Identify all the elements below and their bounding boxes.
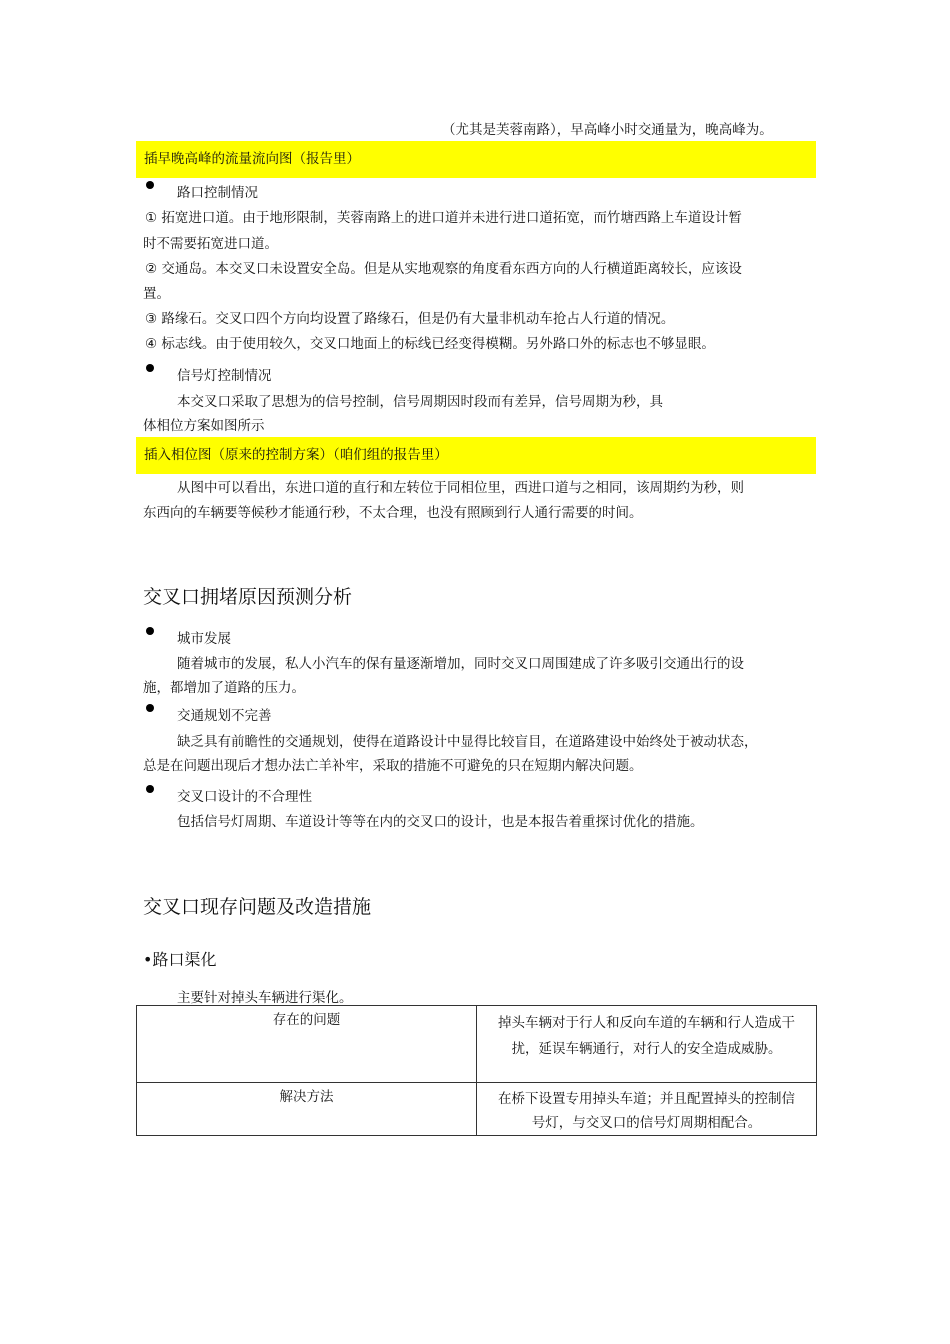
signal-paragraph-line-2: 体相位方案如图所示 [143, 418, 265, 434]
control-item-1-line-2: 时不需要拓宽进口道。 [143, 236, 278, 252]
bullet-icon [146, 364, 154, 372]
phase-paragraph-line-1: 从图中可以看出，东进口道的直行和左转位于同相位里，西进口道与之相同，该周期约为秒，则 [177, 480, 744, 496]
highlight-phase-text: 插入相位图（原来的控制方案）（咱们组的报告里） [144, 447, 448, 463]
table-cell-label [137, 1083, 477, 1136]
heading-congestion-analysis: 交叉口拥堵原因预测分析 [143, 586, 353, 608]
control-item-3: ③ 路缘石。交叉口四个方向均设置了路缘石，但是仍有大量非机动车抢占人行道的情况。 [145, 311, 675, 327]
planning-line-1: 缺乏具有前瞻性的交通规划，使得在道路设计中显得比较盲目，在道路建设中始终处于被动状态， [177, 734, 758, 750]
signal-paragraph-line-1: 本交叉口采取了思想为的信号控制，信号周期因时段而有差异，信号周期为秒，具 [177, 394, 663, 410]
control-item-1-line-1: ① 拓宽进口道。由于地形限制，芙蓉南路上的进口道并未进行进口道拓宽，而竹塘西路上车道设计暂 [145, 210, 742, 226]
city-line-1: 随着城市的发展，私人小汽车的保有量逐渐增加，同时交叉口周围建成了许多吸引交通出行的设 [177, 656, 744, 672]
problem-text-line-2: 扰，延误车辆通行，对行人的安全造成威胁。 [511, 1041, 782, 1057]
highlight-flow-text: 插早晚高峰的流量流向图（报告里） [144, 151, 360, 167]
intro-line: （尤其是芙蓉南路），早高峰小时交通量为，晚高峰为。 [442, 122, 773, 138]
control-item-2-line-1: ② 交通岛。本交叉口未设置安全岛。但是从实地观察的角度看东西方向的人行横道距离较长，应该设 [145, 261, 742, 277]
highlight-phase-diagram [136, 437, 816, 474]
control-heading: 路口控制情况 [177, 185, 258, 201]
highlight-flow-chart [136, 141, 816, 178]
city-line-2: 施，都增加了道路的压力。 [143, 680, 305, 696]
problem-text-line-1: 掉头车辆对于行人和反向车道的车辆和行人造成干 [498, 1015, 795, 1031]
bullet-icon [146, 785, 154, 793]
bullet-icon [146, 704, 154, 712]
table-cell-label [137, 1006, 477, 1083]
solution-text-line-1: 在桥下设置专用掉头车道；并且配置掉头的控制信 [498, 1091, 795, 1107]
phase-paragraph-line-2: 东西向的车辆要等候秒才能通行秒，不太合理，也没有照顾到行人通行需要的时间。 [143, 505, 643, 521]
measures-table [136, 1005, 817, 1136]
city-heading: 城市发展 [177, 631, 231, 647]
heading-problems-measures: 交叉口现存问题及改造措施 [143, 896, 372, 918]
solution-label: 解决方法 [279, 1089, 334, 1105]
table-row [137, 1083, 817, 1136]
planning-line-2: 总是在问题出现后才想办法亡羊补牢，采取的措施不可避免的只在短期内解决问题。 [143, 758, 643, 774]
control-item-4: ④ 标志线。由于使用较久，交叉口地面上的标线已经变得模糊。另外路口外的标志也不够显眼。 [145, 336, 715, 352]
design-heading: 交叉口设计的不合理性 [177, 789, 312, 805]
planning-heading: 交通规划不完善 [177, 708, 272, 724]
channelization-intro: 主要针对掉头车辆进行渠化。 [177, 990, 353, 1006]
channelization-heading: •路口渠化 [143, 950, 217, 969]
table-cell-content [477, 1083, 817, 1136]
table-cell-content [477, 1006, 817, 1083]
control-item-2-line-2: 置。 [143, 286, 170, 302]
solution-text-line-2: 号灯，与交叉口的信号灯周期相配合。 [531, 1115, 762, 1131]
table-row [137, 1006, 817, 1083]
bullet-icon [146, 627, 154, 635]
signal-heading: 信号灯控制情况 [177, 368, 272, 384]
bullet-icon [146, 181, 154, 189]
problem-label: 存在的问题 [272, 1012, 341, 1028]
design-line-1: 包括信号灯周期、车道设计等等在内的交叉口的设计，也是本报告着重探讨优化的措施。 [177, 814, 704, 830]
